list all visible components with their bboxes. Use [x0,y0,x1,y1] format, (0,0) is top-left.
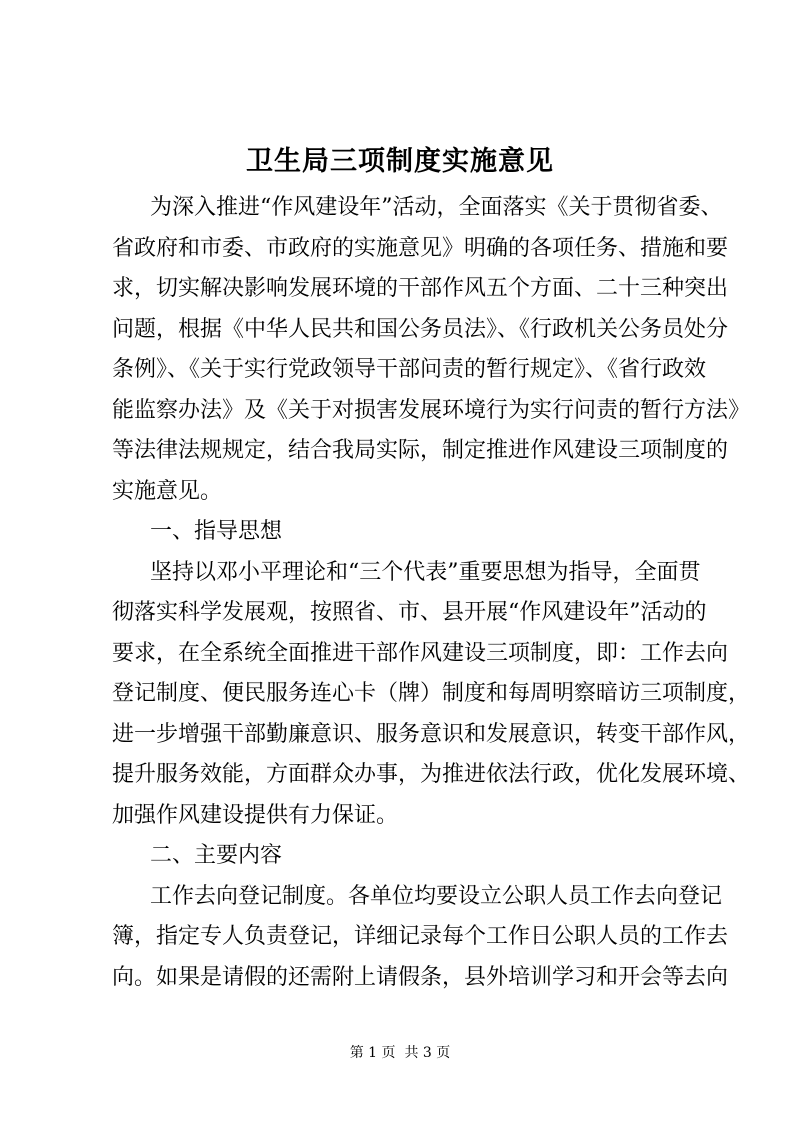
page-number-footer: 第 1 页 共 3 页 [349,1045,451,1061]
paragraph-line: 提升服务效能，方面群众办事，为推进依法行政，优化发展环境、 [112,762,751,787]
paragraph-line: 求，切实解决影响发展环境的干部作风五个方面、二十三种突出 [112,276,729,301]
paragraph-line: 要求，在全系统全面推进干部作风建设三项制度，即：工作去向 [112,641,729,666]
paragraph-line: 工作去向登记制度。各单位均要设立公职人员工作去向登记 [150,884,723,909]
section-heading-guiding-thought: 一、指导思想 [150,519,283,544]
paragraph-line: 条例》、《关于实行党政领导干部问责的暂行规定》、《省行政效 [112,357,707,382]
paragraph-line: 彻落实科学发展观，按照省、市、县开展“作风建设年”活动的 [112,600,707,625]
paragraph-line: 问题，根据《中华人民共和国公务员法》、《行政机关公务员处分 [112,317,729,342]
section-heading-main-content: 二、主要内容 [150,843,283,868]
paragraph-line: 向。如果是请假的还需附上请假条，县外培训学习和开会等去向 [112,965,729,990]
paragraph-line: 等法律法规规定，结合我局实际，制定推进作风建设三项制度的 [112,438,729,463]
paragraph-line: 加强作风建设提供有力保证。 [112,803,399,828]
paragraph-line: 省政府和市委、市政府的实施意见》明确的各项任务、措施和要 [112,236,729,261]
paragraph-line: 实施意见。 [112,479,223,504]
paragraph-line: 能监察办法》及《关于对损害发展环境行为实行问责的暂行方法》 [112,398,751,423]
paragraph-line: 登记制度、便民服务连心卡（牌）制度和每周明察暗访三项制度， [112,681,751,706]
paragraph-line: 为深入推进“作风建设年”活动，全面落实《关于贯彻省委、 [150,195,723,220]
paragraph-line: 坚持以邓小平理论和“三个代表”重要思想为指导，全面贯 [150,560,701,585]
paragraph-line: 进一步增强干部勤廉意识、服务意识和发展意识，转变干部作风， [112,722,751,747]
paragraph-line: 簿，指定专人负责登记，详细记录每个工作日公职人员的工作去 [112,924,729,949]
document-title: 卫生局三项制度实施意见 [246,146,554,177]
